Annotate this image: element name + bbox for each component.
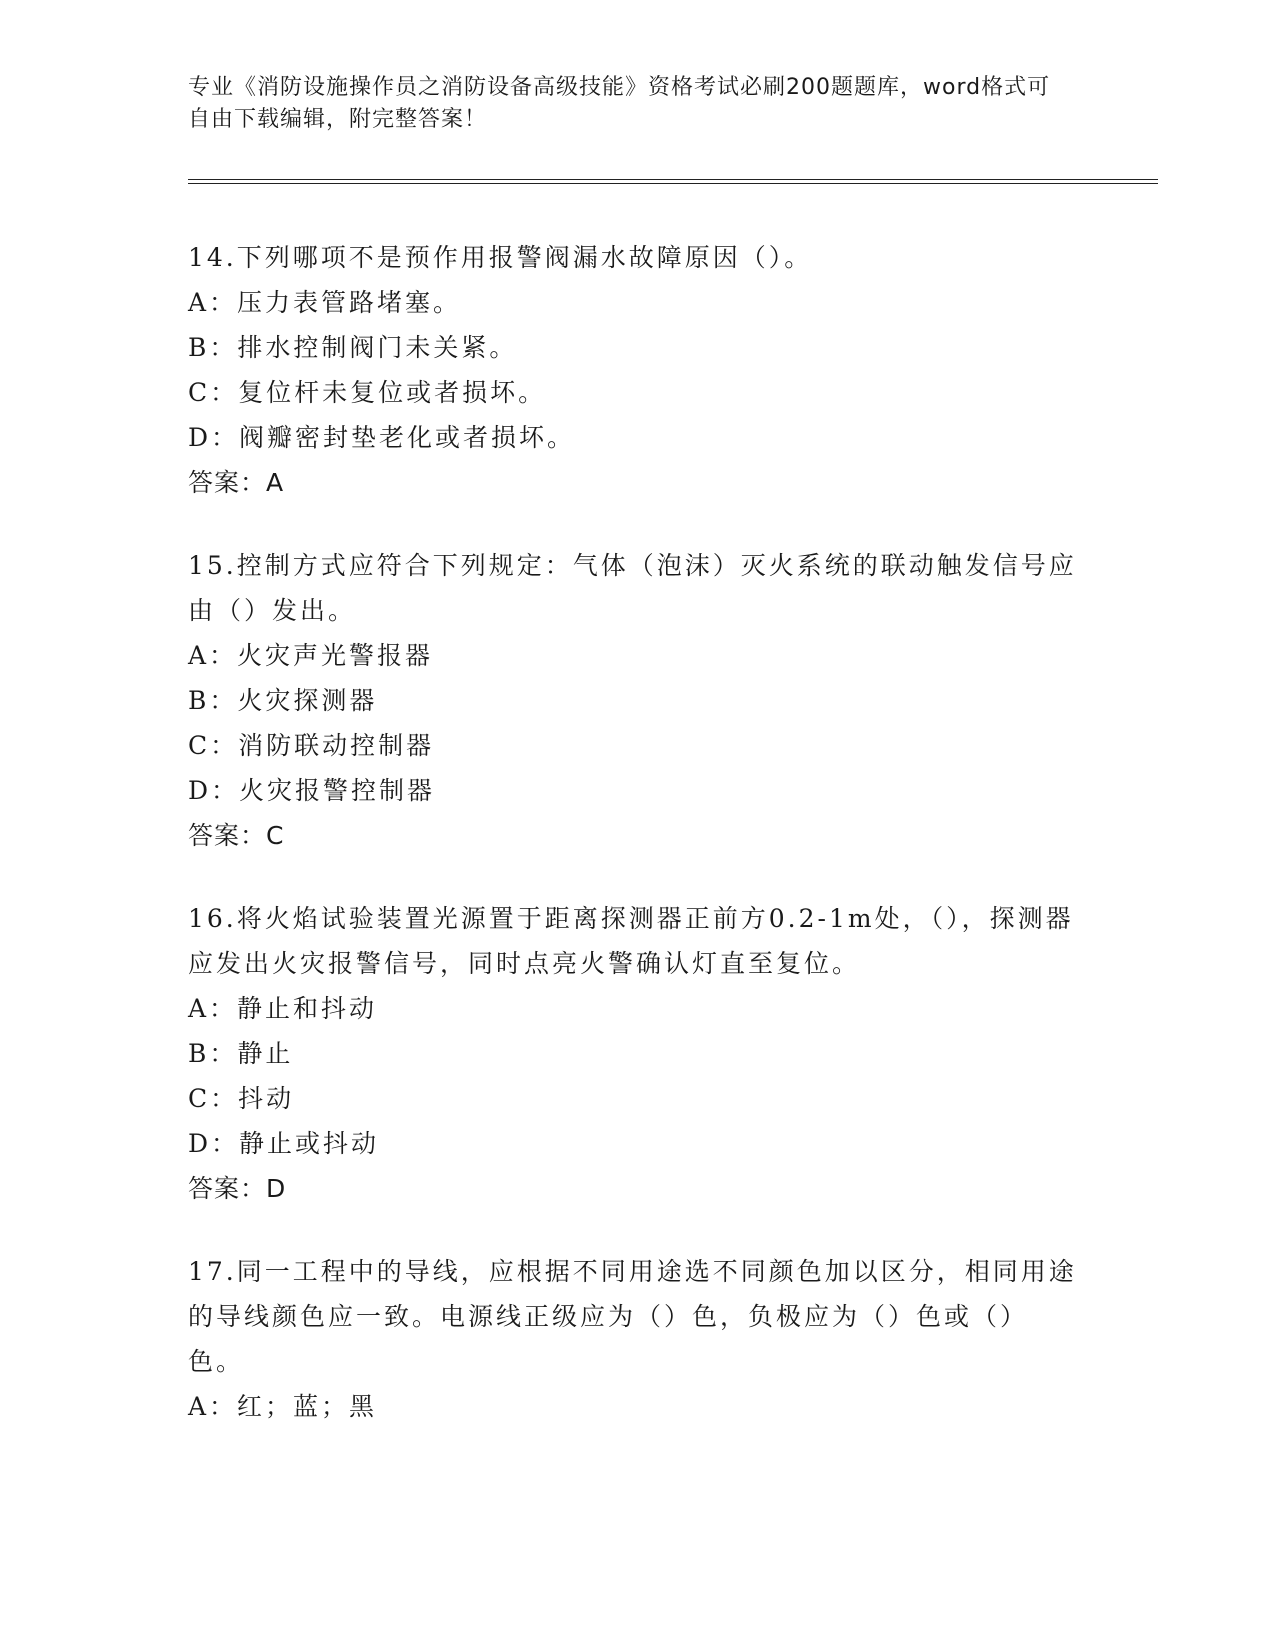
question-list [188,235,1078,1467]
option-b: B：火灾探测器 [188,686,378,715]
option-a: A：压力表管路堵塞。 [188,288,462,317]
question-stem: 17.同一工程中的导线，应根据不同用途选不同颜色加以区分，相同用途的导线颜色应一致。电源线正级应为（）色，负极应为（）色或（）色。 [188,1257,1077,1376]
question-stem: 14.下列哪项不是预作用报警阀漏水故障原因（）。 [188,243,813,272]
question-16 [188,896,1078,1211]
header-divider-top [188,179,1158,180]
option-d: D：阀瓣密封垫老化或者损坏。 [188,423,576,452]
option-c: C：消防联动控制器 [188,731,435,760]
option-a: A：火灾声光警报器 [188,641,434,670]
option-d: D：火灾报警控制器 [188,776,436,805]
document-header: 专业《消防设施操作员之消防设备高级技能》资格考试必刷200题题库，word格式可自由下载编辑，附完整答案！ [188,75,1051,132]
header-divider-bottom [188,183,1158,184]
option-a: A：红；蓝；黑 [188,1392,378,1421]
option-c: C：复位杆未复位或者损坏。 [188,378,547,407]
option-d: D：静止或抖动 [188,1129,380,1158]
option-b: B：静止 [188,1039,294,1068]
question-17 [188,1249,1078,1429]
option-a: A：静止和抖动 [188,994,378,1023]
question-15 [188,543,1078,858]
question-14 [188,235,1078,505]
question-stem: 16.将火焰试验装置光源置于距离探测器正前方0.2-1m处，（），探测器应发出火灾报警信号，同时点亮火警确认灯直至复位。 [188,904,1074,978]
option-b: B：排水控制阀门未关紧。 [188,333,518,362]
answer: 答案：D [188,1174,287,1203]
question-stem: 15.控制方式应符合下列规定：气体（泡沫）灭火系统的联动触发信号应由（）发出。 [188,551,1077,625]
option-c: C：抖动 [188,1084,295,1113]
answer: 答案：C [188,821,285,850]
answer: 答案：A [188,468,285,497]
